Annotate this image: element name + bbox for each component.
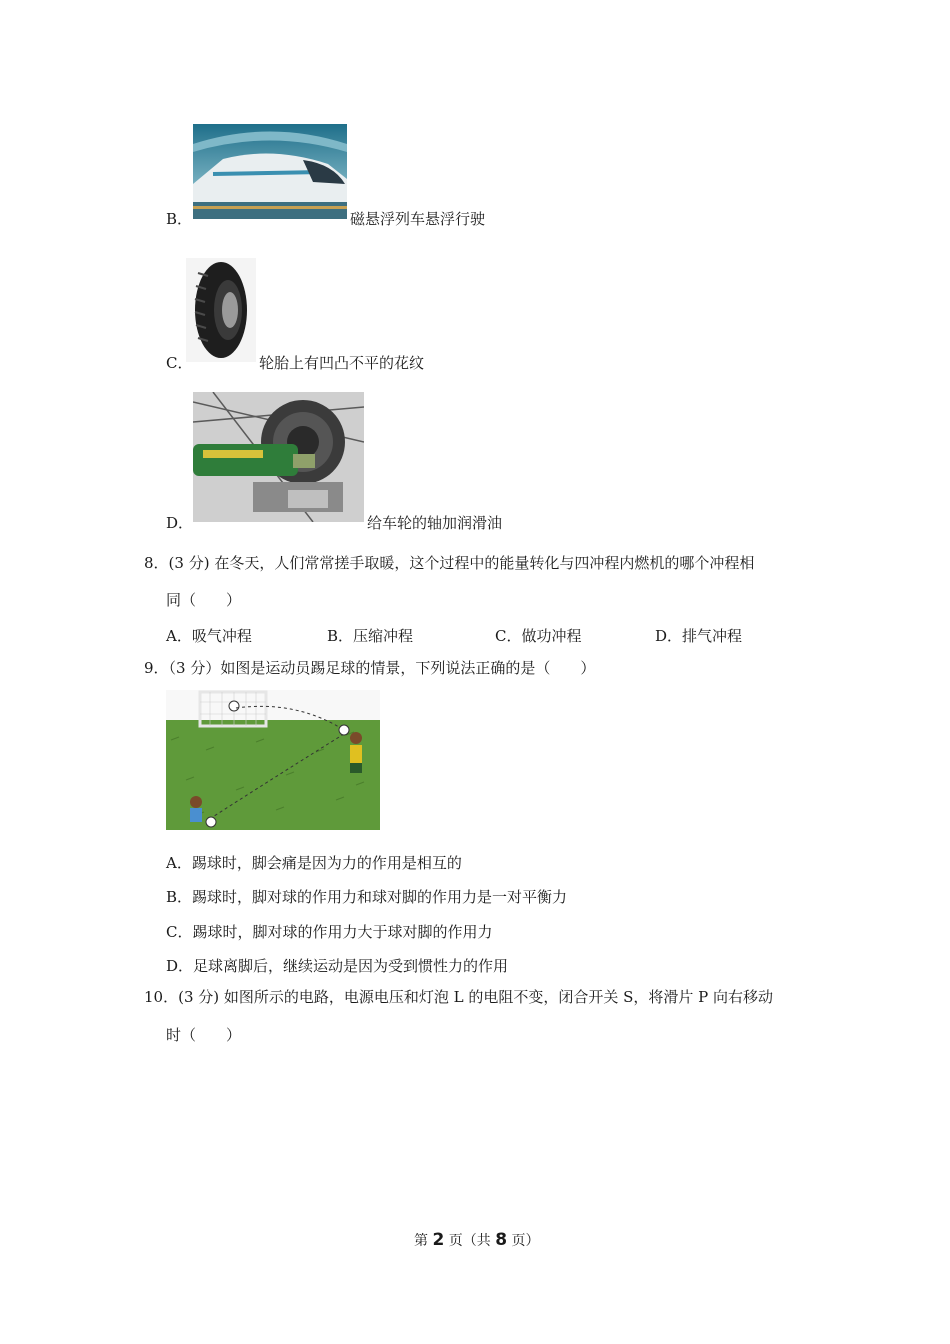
q9-option-a: A．踢球时，脚会痛是因为力的作用是相互的 bbox=[166, 854, 462, 872]
q8-option-d: D．排气冲程 bbox=[655, 627, 743, 645]
q9-stem: 9．（3 分）如图是运动员踢足球的情景，下列说法正确的是（ ） bbox=[144, 659, 596, 677]
option-d-letter: D． bbox=[166, 514, 194, 532]
option-b-letter: B． bbox=[166, 210, 193, 228]
option-d-text: 给车轮的轴加润滑油 bbox=[367, 514, 503, 532]
page-footer bbox=[414, 1230, 540, 1250]
maglev-train-image bbox=[193, 124, 347, 219]
option-b-text: 磁悬浮列车悬浮行驶 bbox=[350, 210, 486, 228]
q10-stem-line2: 时（ ） bbox=[166, 1026, 242, 1044]
q9-option-c: C．踢球时，脚对球的作用力大于球对脚的作用力 bbox=[166, 923, 493, 941]
footer-page-number: 2 bbox=[432, 1230, 445, 1250]
footer-suffix: 页） bbox=[511, 1233, 540, 1249]
q8-option-b: B．压缩冲程 bbox=[327, 627, 414, 645]
q9-option-b: B．踢球时，脚对球的作用力和球对脚的作用力是一对平衡力 bbox=[166, 888, 568, 906]
q8-stem-line2: 同（ ） bbox=[166, 591, 242, 609]
q8-option-c: C．做功冲程 bbox=[495, 627, 582, 645]
option-c-letter: C． bbox=[166, 354, 193, 372]
bicycle-gear-oil-image bbox=[193, 392, 364, 522]
q10-stem-line1: 10．(3 分) 如图所示的电路，电源电压和灯泡 L 的电阻不变，闭合开关 S，将滑片 P 向右移动 bbox=[144, 988, 774, 1006]
footer-mid: 页（共 bbox=[448, 1233, 491, 1249]
footer-prefix: 第 bbox=[414, 1233, 428, 1249]
q8-stem-line1: 8．(3 分) 在冬天，人们常常搓手取暖，这个过程中的能量转化与四冲程内燃机的哪个冲程相 bbox=[144, 554, 755, 572]
tire-image bbox=[186, 258, 256, 362]
footer-total-pages: 8 bbox=[495, 1230, 508, 1250]
q9-option-d: D．足球离脚后，继续运动是因为受到惯性力的作用 bbox=[166, 957, 509, 975]
soccer-kick-image bbox=[166, 690, 380, 830]
q8-option-a: A．吸气冲程 bbox=[166, 627, 252, 645]
option-c-text: 轮胎上有凹凸不平的花纹 bbox=[259, 354, 425, 372]
